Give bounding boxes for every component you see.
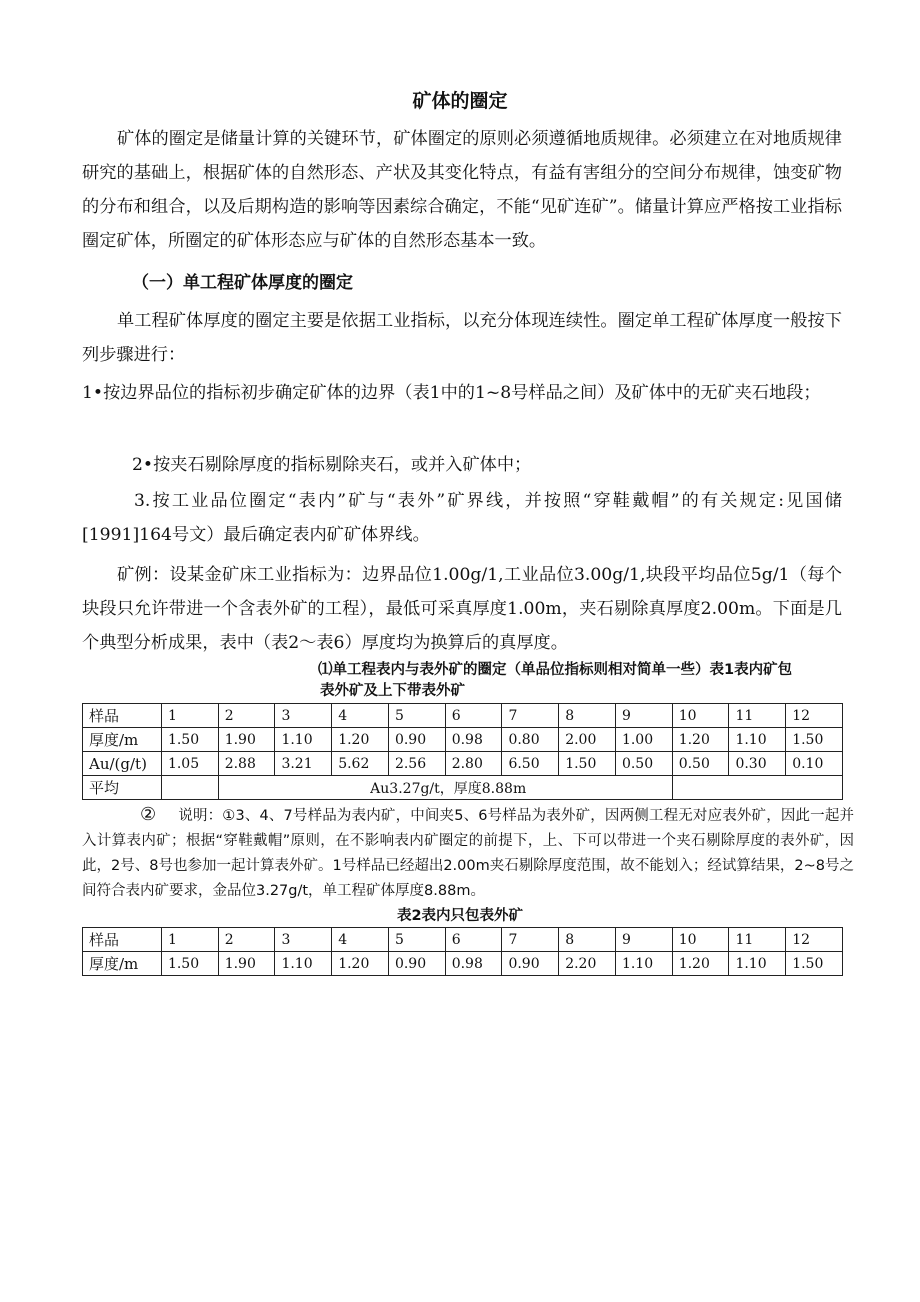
row-label: 厚度/m bbox=[83, 952, 162, 976]
au-grade-cell: 3.21 bbox=[275, 752, 332, 776]
au-grade-cell: 0.50 bbox=[672, 752, 729, 776]
sample-number-cell: 5 bbox=[388, 928, 445, 952]
note-text: 说明：①3、4、7号样品为表内矿，中间夹5、6号样品为表外矿，因两侧工程无对应表外矿，因此一起并入计算表内矿；根据“穿鞋戴帽”原则，在不影响表内矿圈定的前提下，上、下可以带进一个夹石剔除厚度的表外矿，因此，2号、8号也参加一起计算表外矿。1号样品已经超出2.00m夹石剔除厚度范围，故不能划入；经试算结果，2~8号之间符合表内矿要求，金品位3.27g/t，单工程矿体厚度8.88m。 bbox=[82, 808, 855, 899]
au-grade-cell: 1.05 bbox=[161, 752, 218, 776]
row-label: 样品 bbox=[83, 928, 162, 952]
thickness-cell: 1.10 bbox=[275, 952, 332, 976]
thickness-cell: 1.20 bbox=[332, 728, 389, 752]
thickness-cell: 0.90 bbox=[388, 728, 445, 752]
thickness-cell: 1.00 bbox=[615, 728, 672, 752]
note-paragraph bbox=[82, 802, 854, 904]
sample-number-cell: 8 bbox=[559, 704, 616, 728]
au-grade-cell: 0.10 bbox=[786, 752, 843, 776]
sample-number-cell: 3 bbox=[275, 704, 332, 728]
page-title: 矿体的圈定 bbox=[412, 90, 508, 112]
thickness-cell: 1.50 bbox=[786, 728, 843, 752]
example-paragraph: 矿例：设某金矿床工业指标为：边界品位1.00g/1,工业品位3.00g/1,块段平均品位5g/1（每个块段只允许带进一个含表外矿的工程），最低可采真厚度1.00m，夹石剔除真厚度2.00m。下面是几个典型分析成果，表中（表2～表6）厚度均为换算后的真厚度。 bbox=[82, 565, 842, 653]
table-row-samples bbox=[83, 704, 843, 728]
table1-caption-line2: 表外矿及上下带表外矿 bbox=[320, 683, 465, 699]
thickness-cell: 1.50 bbox=[786, 952, 843, 976]
sample-number-cell: 4 bbox=[332, 928, 389, 952]
section-paragraph: 单工程矿体厚度的圈定主要是依据工业指标，以充分体现连续性。圈定单工程矿体厚度一般按下列步骤进行： bbox=[82, 311, 842, 365]
thickness-cell: 1.10 bbox=[729, 952, 786, 976]
sample-number-cell: 8 bbox=[559, 928, 616, 952]
step-2: 2•按夹石剔除厚度的指标剔除夹石，或并入矿体中； bbox=[132, 455, 532, 475]
sample-number-cell: 9 bbox=[615, 704, 672, 728]
step-3: 3.按工业品位圈定“表内”矿与“表外”矿界线，并按照“穿鞋戴帽”的有关规定:见国储[1991]164号文）最后确定表内矿矿体界线。 bbox=[82, 491, 842, 545]
sample-number-cell: 10 bbox=[672, 704, 729, 728]
average-value: Au3.27g/t，厚度8.88m bbox=[218, 776, 672, 800]
row-label: Au/(g/t) bbox=[83, 752, 162, 776]
sample-number-cell: 10 bbox=[672, 928, 729, 952]
table-row-thickness bbox=[83, 728, 843, 752]
table1-caption bbox=[318, 660, 848, 702]
au-grade-cell: 2.56 bbox=[388, 752, 445, 776]
sample-number-cell: 7 bbox=[502, 704, 559, 728]
sample-number-cell: 11 bbox=[729, 928, 786, 952]
sample-number-cell: 2 bbox=[218, 704, 275, 728]
au-grade-cell: 6.50 bbox=[502, 752, 559, 776]
table-cell-empty bbox=[672, 776, 842, 800]
step-1: 1•按边界品位的指标初步确定矿体的边界（表1中的1~8号样品之间）及矿体中的无矿夹石地段； bbox=[82, 383, 821, 403]
sample-number-cell: 9 bbox=[615, 928, 672, 952]
table-row-average bbox=[83, 776, 843, 800]
thickness-cell: 1.90 bbox=[218, 952, 275, 976]
thickness-cell: 2.00 bbox=[559, 728, 616, 752]
au-grade-cell: 5.62 bbox=[332, 752, 389, 776]
au-grade-cell: 2.88 bbox=[218, 752, 275, 776]
table-row-thickness bbox=[83, 952, 843, 976]
thickness-cell: 1.10 bbox=[275, 728, 332, 752]
au-grade-cell: 0.30 bbox=[729, 752, 786, 776]
note-marker: ② bbox=[140, 804, 157, 825]
sample-number-cell: 4 bbox=[332, 704, 389, 728]
thickness-cell: 0.98 bbox=[445, 952, 502, 976]
thickness-cell: 1.20 bbox=[672, 728, 729, 752]
sample-number-cell: 2 bbox=[218, 928, 275, 952]
table1-caption-line1: ⑴单工程表内与表外矿的圈定（单品位指标则相对简单一些）表1表内矿包 bbox=[318, 662, 793, 678]
thickness-cell: 1.20 bbox=[332, 952, 389, 976]
thickness-cell: 1.10 bbox=[615, 952, 672, 976]
sample-number-cell: 1 bbox=[161, 928, 218, 952]
table-2 bbox=[82, 927, 843, 976]
thickness-cell: 1.10 bbox=[729, 728, 786, 752]
sample-number-cell: 11 bbox=[729, 704, 786, 728]
table-row-samples bbox=[83, 928, 843, 952]
thickness-cell: 0.80 bbox=[502, 728, 559, 752]
sample-number-cell: 6 bbox=[445, 928, 502, 952]
thickness-cell: 1.50 bbox=[161, 952, 218, 976]
au-grade-cell: 2.80 bbox=[445, 752, 502, 776]
row-label: 厚度/m bbox=[83, 728, 162, 752]
sample-number-cell: 5 bbox=[388, 704, 445, 728]
thickness-cell: 1.50 bbox=[161, 728, 218, 752]
thickness-cell: 0.98 bbox=[445, 728, 502, 752]
au-grade-cell: 1.50 bbox=[559, 752, 616, 776]
au-grade-cell: 0.50 bbox=[615, 752, 672, 776]
table-row-au bbox=[83, 752, 843, 776]
section-heading: （一）单工程矿体厚度的圈定 bbox=[132, 273, 353, 293]
sample-number-cell: 7 bbox=[502, 928, 559, 952]
sample-number-cell: 3 bbox=[275, 928, 332, 952]
sample-number-cell: 12 bbox=[786, 704, 843, 728]
row-label: 样品 bbox=[83, 704, 162, 728]
sample-number-cell: 12 bbox=[786, 928, 843, 952]
sample-number-cell: 1 bbox=[161, 704, 218, 728]
thickness-cell: 0.90 bbox=[502, 952, 559, 976]
sample-number-cell: 6 bbox=[445, 704, 502, 728]
intro-paragraph: 矿体的圈定是储量计算的关键环节，矿体圈定的原则必须遵循地质规律。必须建立在对地质规律研究的基础上，根据矿体的自然形态、产状及其变化特点，有益有害组分的空间分布规律，蚀变矿物的分布和组合，以及后期构造的影响等因素综合确定，不能“见矿连矿”。储量计算应严格按工业指标圈定矿体，所圈定的矿体形态应与矿体的自然形态基本一致。 bbox=[82, 129, 842, 251]
table-1 bbox=[82, 703, 843, 800]
thickness-cell: 1.90 bbox=[218, 728, 275, 752]
table2-caption: 表2表内只包表外矿 bbox=[396, 908, 524, 924]
thickness-cell: 2.20 bbox=[559, 952, 616, 976]
thickness-cell: 1.20 bbox=[672, 952, 729, 976]
row-label: 平均 bbox=[83, 776, 162, 800]
table-cell-empty bbox=[161, 776, 218, 800]
thickness-cell: 0.90 bbox=[388, 952, 445, 976]
